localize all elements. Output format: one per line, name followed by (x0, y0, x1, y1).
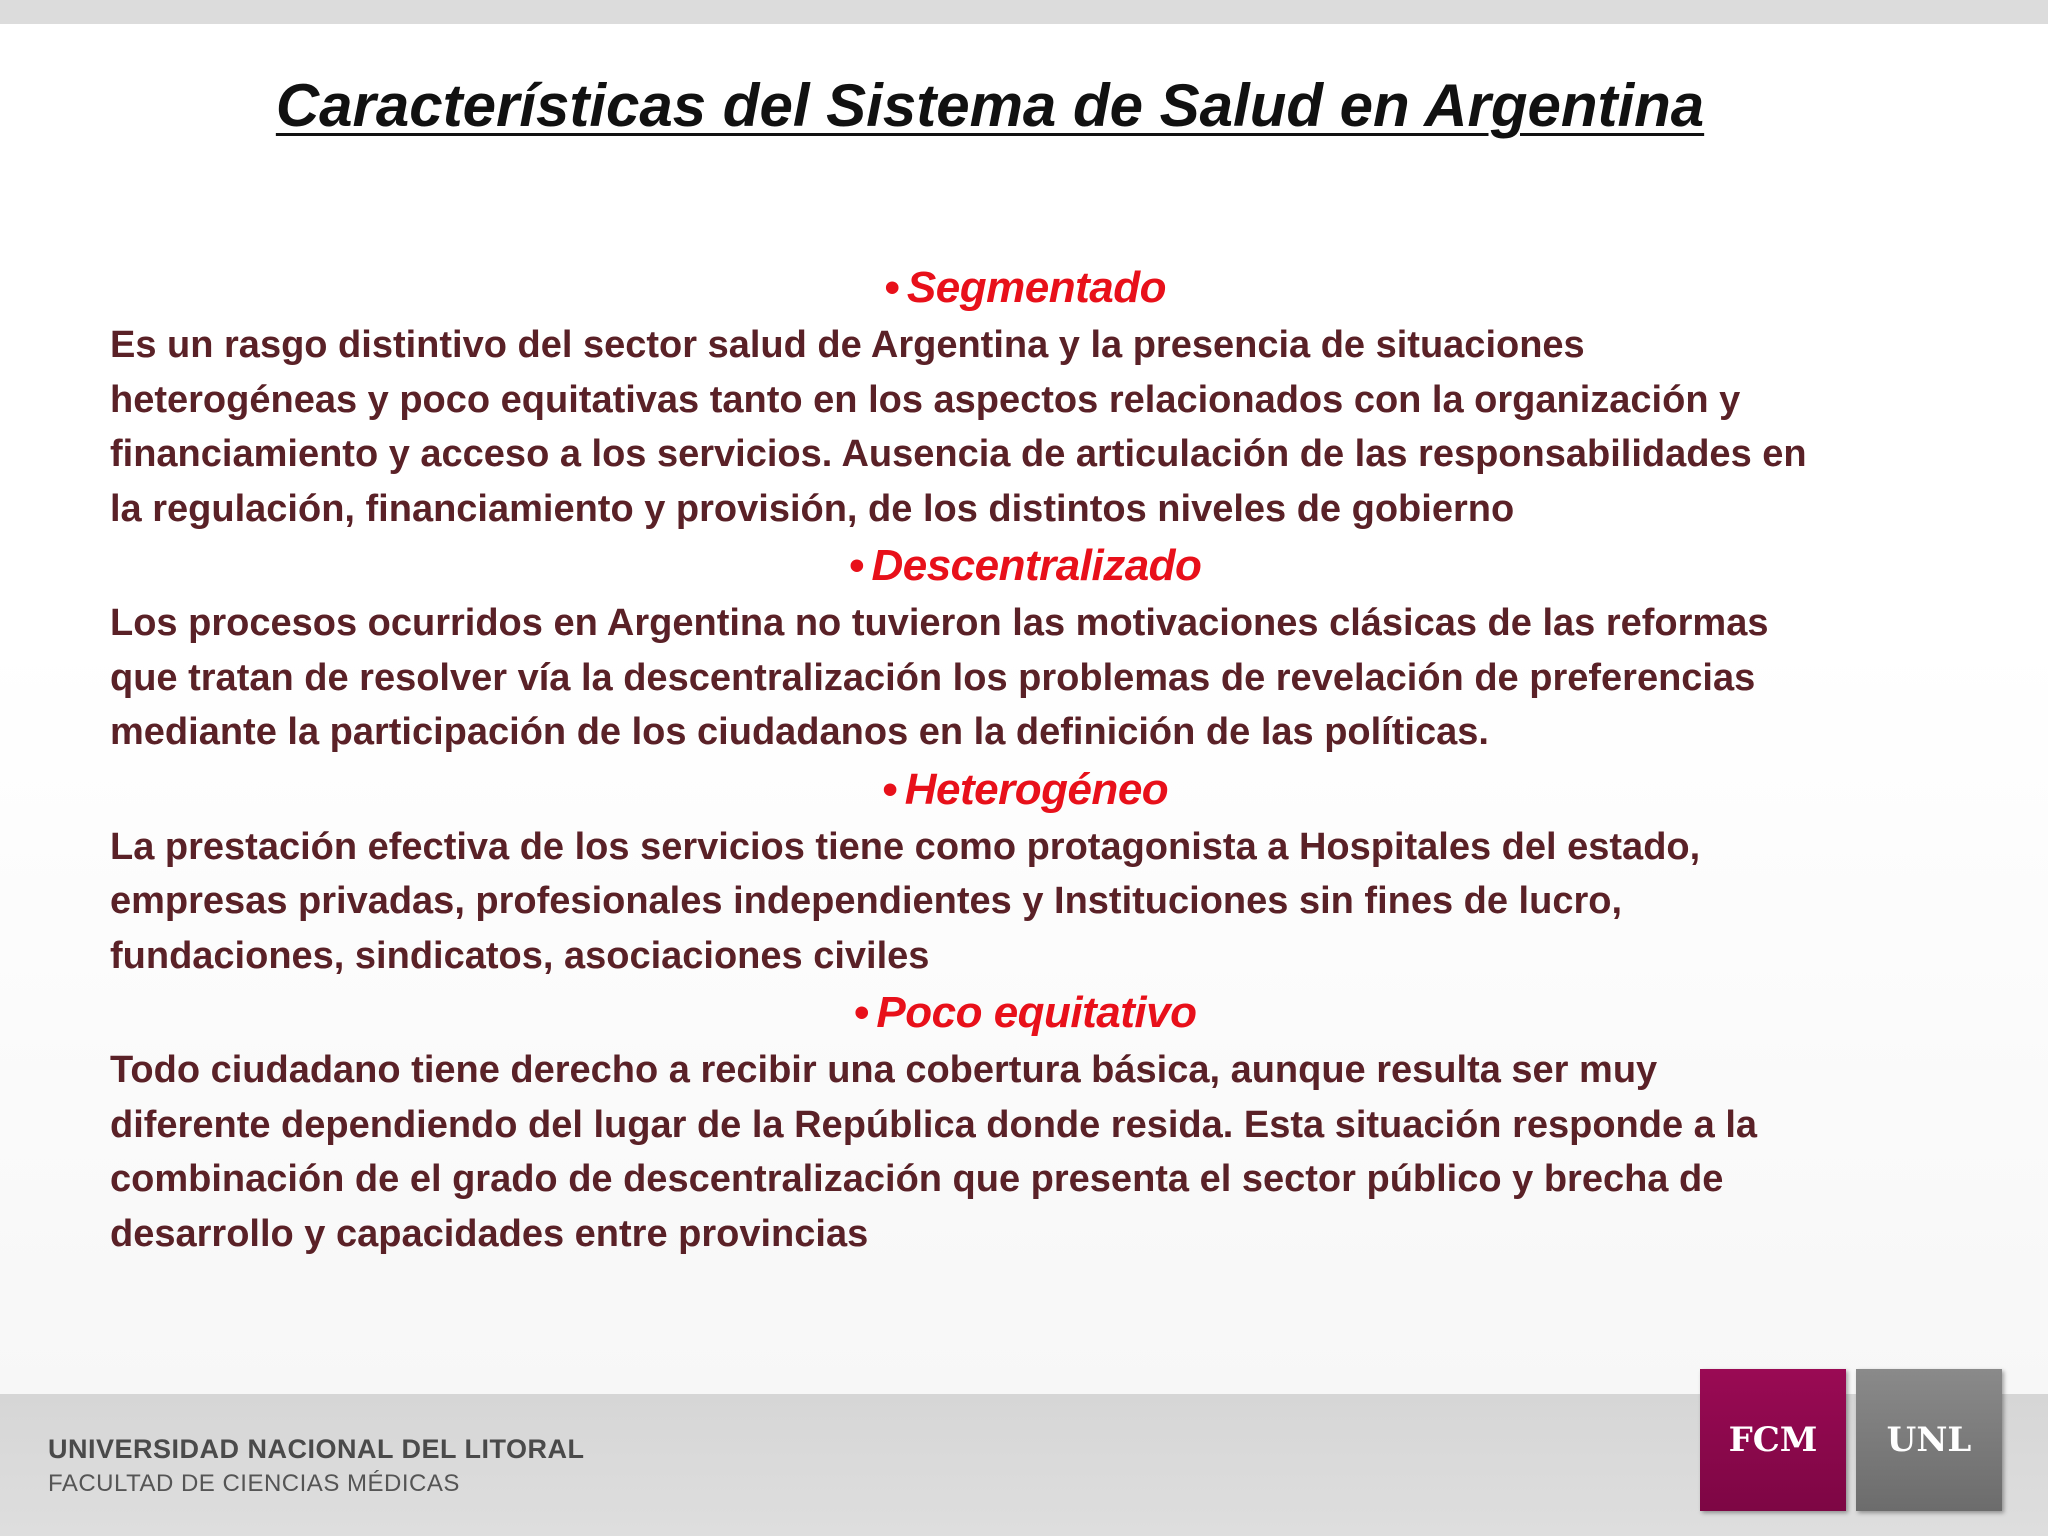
section-heading-label: Descentralizado (871, 541, 1202, 590)
section-text-descentralizado: Los procesos ocurridos en Argentina no tuvieron las motivaciones clásicas de las reformas que tratan de resolver vía la descentralización los problemas de revelación de preferencias mediante la participación de los ciudadanos en la definición de las políticas. (110, 602, 1769, 753)
section-heading-label: Segmentado (906, 263, 1166, 312)
top-band (0, 0, 2048, 24)
fcm-logo: FCM (1700, 1369, 1846, 1511)
bullet-icon: • (853, 988, 869, 1037)
section-heading-poco-equitativo (110, 983, 1940, 1043)
section-heading-heterogeneo (110, 760, 1940, 820)
bullet-icon: • (881, 764, 897, 814)
section-heading-descentralizado (110, 536, 1940, 596)
bullet-icon: • (884, 263, 899, 312)
unl-logo: UNL (1856, 1369, 2002, 1511)
section-heading-segmentado (110, 258, 1940, 318)
section-heading-label: Poco equitativo (876, 988, 1197, 1037)
section-text-segmentado: Es un rasgo distintivo del sector salud de Argentina y la presencia de situaciones heterogéneas y poco equitativas tanto en los aspectos relacionados con la organización y financiamiento y acceso a los servicios. Ausencia de articulación de las responsabilidades en la regulación, financiamiento y provisión, de los distintos niveles de gobierno (110, 324, 1807, 530)
university-name: UNIVERSIDAD NACIONAL DEL LITORAL (48, 1434, 585, 1464)
section-text-heterogeneo: La prestación efectiva de los servicios tiene como protagonista a Hospitales del estado, empresas privadas, profesionales independientes y Instituciones sin fines de lucro, fundaciones, sindicatos, asociaciones civiles (110, 825, 1701, 977)
slide-title: Características del Sistema de Salud en Argentina (275, 72, 1705, 139)
faculty-name: FACULTAD DE CIENCIAS MÉDICAS (48, 1470, 460, 1497)
section-heading-label: Heterogéneo (904, 764, 1169, 814)
slide-content (110, 258, 1940, 1261)
section-text-poco-equitativo: Todo ciudadano tiene derecho a recibir una cobertura básica, aunque resulta ser muy diferente dependiendo del lugar de la República donde resida. Esta situación responde a la combinación de el grado de descentralización que presenta el sector público y brecha de desarrollo y capacidades entre provincias (110, 1049, 1758, 1255)
bullet-icon: • (848, 541, 864, 590)
